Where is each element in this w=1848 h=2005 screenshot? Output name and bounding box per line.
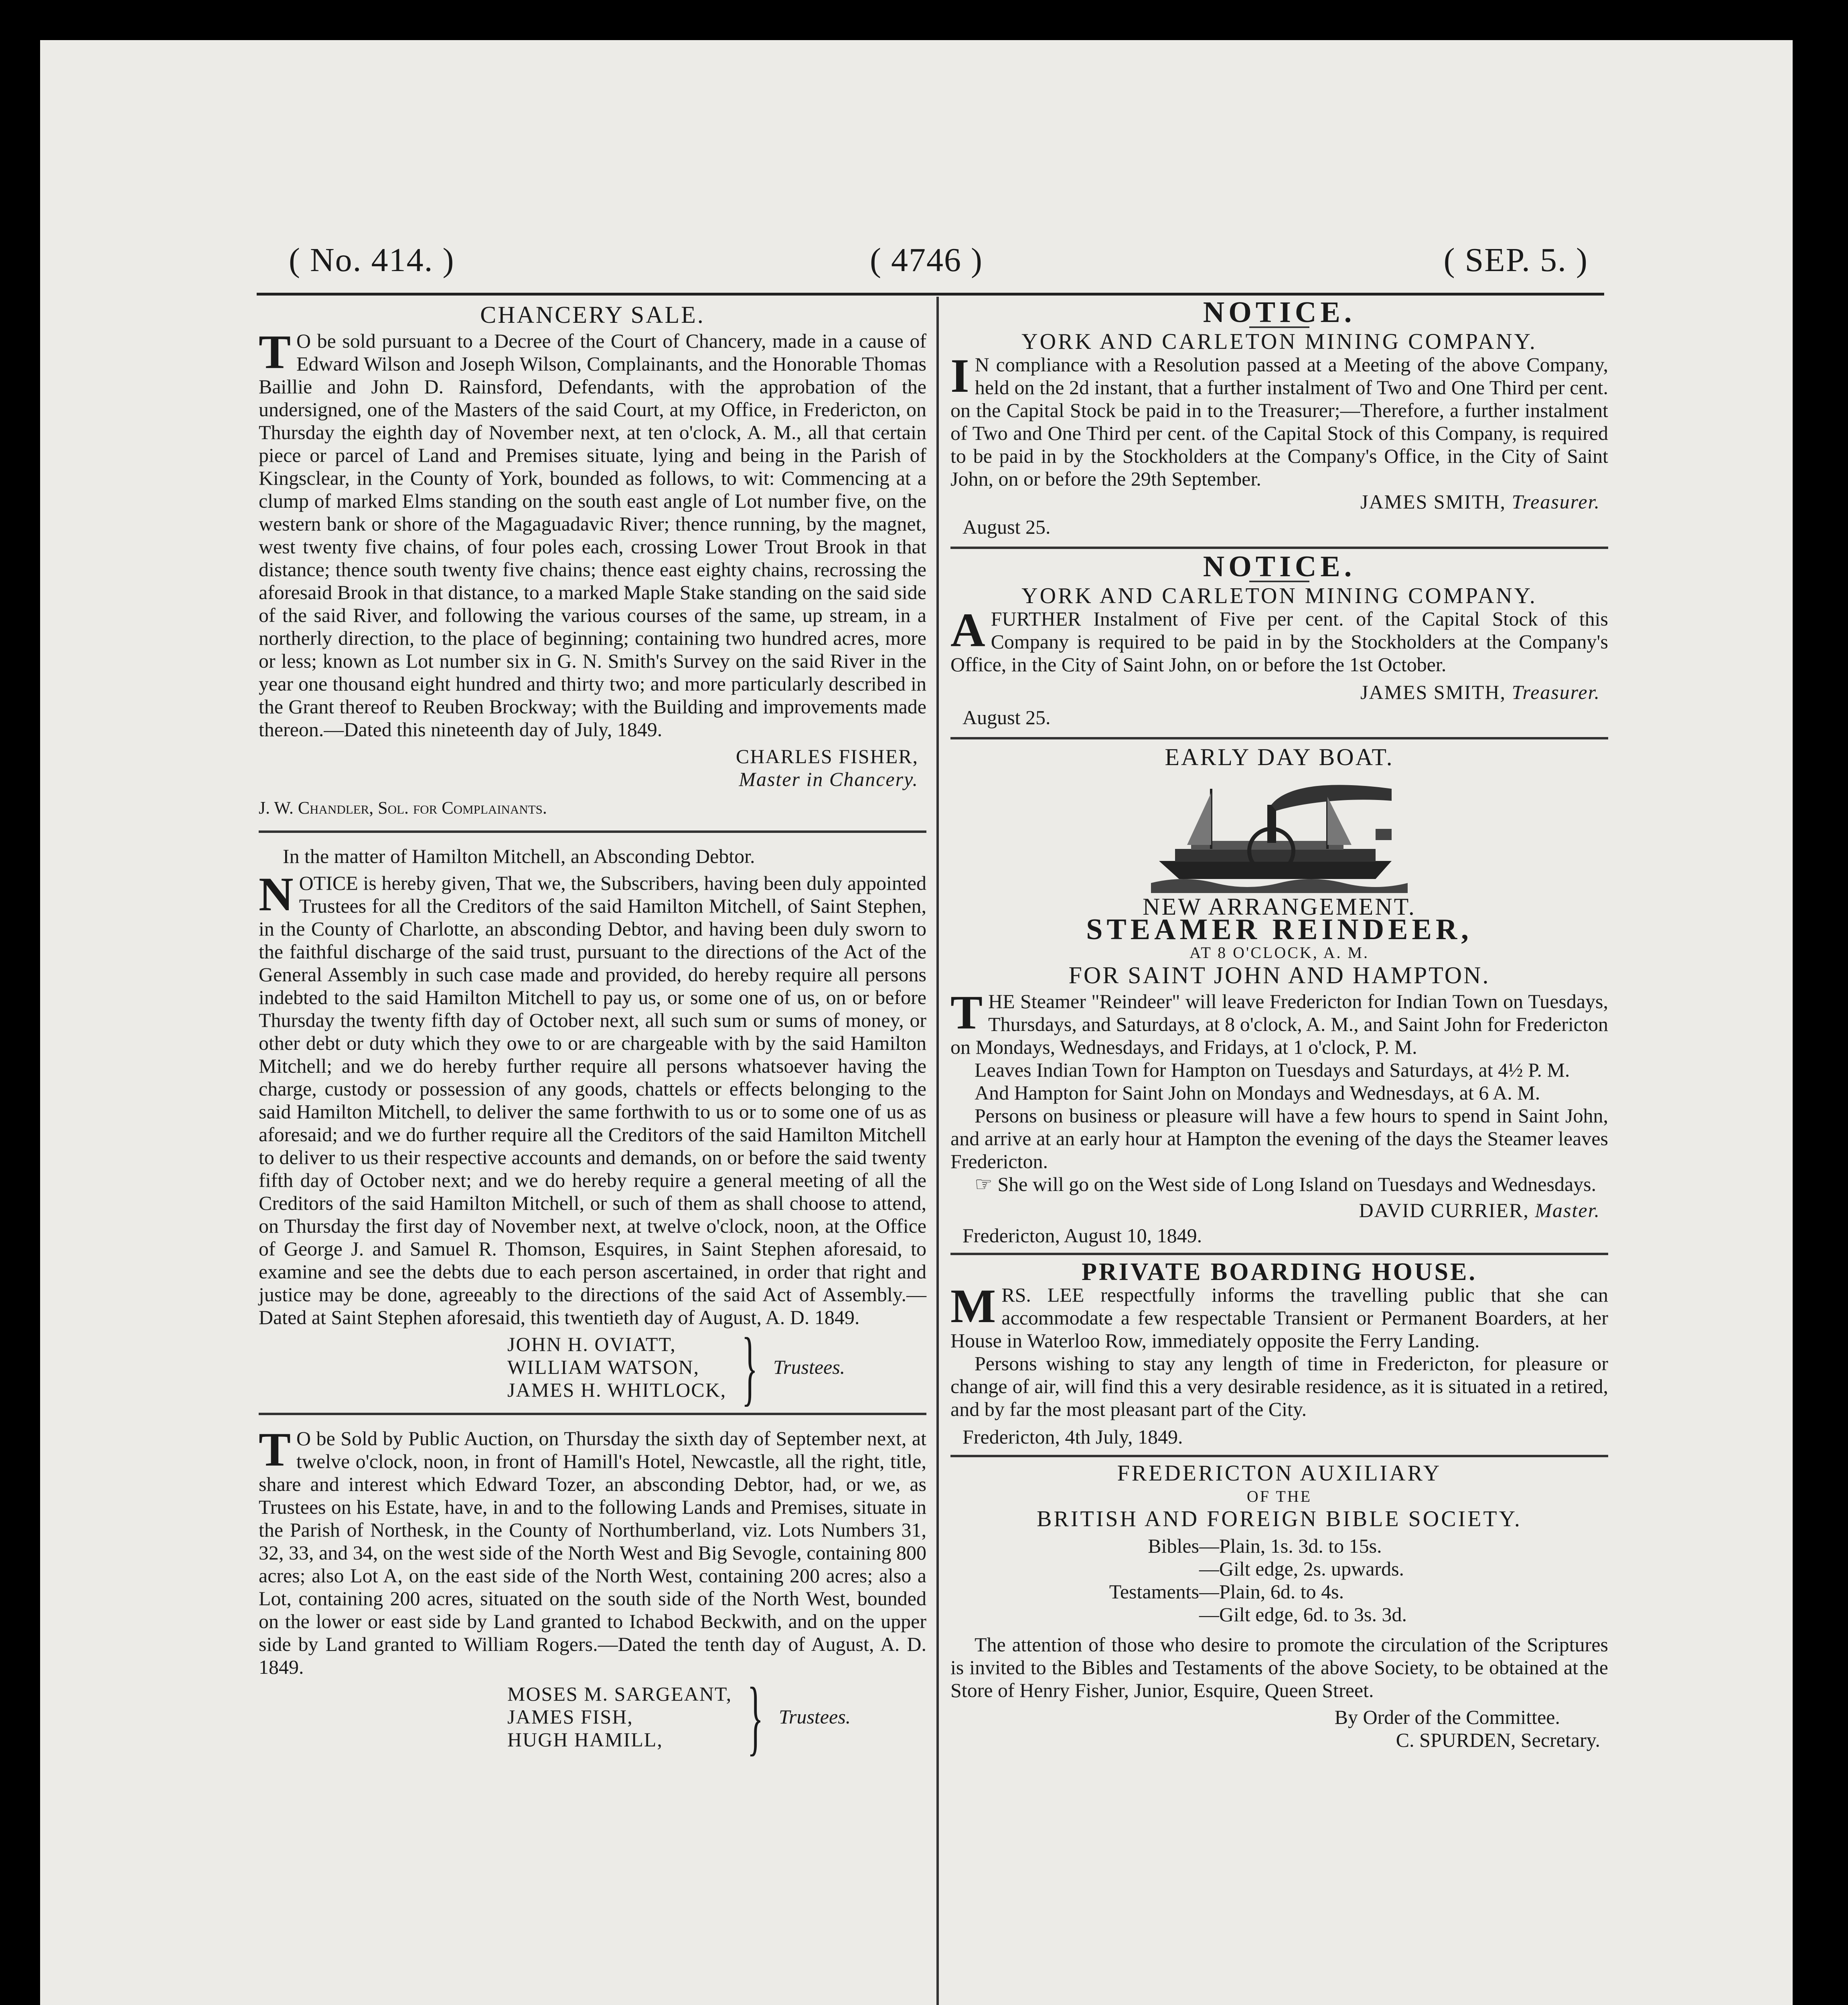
steamer-p1: THE Steamer "Reindeer" will leave Fredericton for Indian Town on Tuesdays, Thursdays, and Saturdays, at 8 o'clock, A. M., and Saint John for Fredericton on Mondays, Wednesdays, and Fridays, at 1 o'clock, P. M. (950, 986, 1608, 1058)
chancery-title: CHANCERY SALE. (480, 302, 705, 328)
drop-cap: N (259, 867, 294, 921)
chancery-solicitor: J. W. Chandler, Sol. for Complainants. (259, 798, 547, 818)
company-name: YORK AND CARLETON MINING COMPANY. (1021, 583, 1537, 608)
notice-date: August 25. (962, 516, 1051, 538)
brace-glyph: } (747, 1670, 764, 1764)
auction-notice (259, 1423, 926, 1764)
bible-society-name: BRITISH AND FOREIGN BIBLE SOCIETY. (1037, 1507, 1522, 1531)
notice-title: NOTICE. (1203, 550, 1356, 583)
page-header (249, 241, 1604, 289)
boarding-date: Fredericton, 4th July, 1849. (962, 1426, 1183, 1448)
issue-date: ( SEP. 5. ) (1443, 241, 1588, 279)
notice-title: NOTICE. (1203, 296, 1356, 329)
steamer-kicker: EARLY DAY BOAT. (1165, 744, 1394, 770)
section-rule (259, 1413, 926, 1415)
steamer-time: AT 8 O'CLOCK, A. M. (1189, 944, 1370, 962)
section-rule (259, 830, 926, 833)
drop-cap: A (950, 603, 985, 656)
auction-trustees (507, 1670, 926, 1764)
notice-date: August 25. (962, 706, 1051, 729)
price-row: Testaments— Plain, 6d. to 4s. (1109, 1580, 1344, 1603)
trustee-name: JAMES H. WHITLOCK, (507, 1379, 727, 1401)
header-rule (257, 293, 1604, 296)
auction-body: T O be Sold by Public Auction, on Thursday the sixth day of September next, at twelve o'clock, noon, in front of Hamill's Hotel, Newcastle, all the right, title, share and interest which Edward Tozer, an absconding Debtor, had, or we, as Trustees on his Estate, have, in and to the following Lands and Premises, situate in the Parish of Northesk, in the County of Northumberland, viz. Lots Numbers 31, 32, 33, and 34, on the west side of the North West and Big Sevogle, containing 800 acres; also Lot A, on the east side of the North West, containing 200 acres; also a Lot, containing 200 acres, situated on the south side of the North West, bounded on the lower or east side by Land granted to Ichabod Beckwith, and on the upper side by Land granted to William Rogers.—Dated the tenth day of August, A. D. 1849. (259, 1423, 926, 1678)
bible-body: The attention of those who desire to promote the circulation of the Scriptures is invited to the Bibles and Testaments of the above Society, to be obtained at the Store of Henry Fisher, Junior, Esquire, Queen Street. (950, 1633, 1608, 1701)
drop-cap: I (950, 349, 969, 402)
right-column (950, 296, 1608, 1752)
mitchell-body: NOTICE is hereby given, That we, the Subscribers, having been duly appointed Trustees for all the Creditors of the said Hamilton Mitchell, of Saint Stephen, in the County of Charlotte, an absconding Debtor, and having been duly sworn to the faithful discharge of the said trust, pursuant to the directions of the Act of the General Assembly in such case made and provided, do hereby require all persons indebted to the said Hamilton Mitchell to pay us, or some one of us, on or before Thursday the twenty fifth day of October next, all such sum or sums of money, or other debt or duty which they owe to or are chargeable with by the said Hamilton Mitchell; and we do hereby further require all persons whatsoever having the charge, custody or possession of any goods, chattels or effects belonging to the said Hamilton Mitchell, to deliver the same forthwith to us or to some one of us as aforesaid; and we do further require all the Creditors of the said Hamilton Mitchell to deliver to us their respective accounts and demands, on or before the said twenty fifth day of October next; and we do hereby require a general meeting of all the Creditors of the said Hamilton Mitchell, or such of them as shall choose to attend, on Thursday the first day of November next, at twelve o'clock, noon, at the Office of George J. and Samuel R. Thomson, Esquires, in Saint Stephen aforesaid, to examine and see the debts due to each person ascertained, in order that right and justice may be done, agreeably to the directions of the said Act of Assembly.—Dated at Saint Stephen aforesaid, this twentieth day of August, A. D. 1849. (259, 867, 926, 1329)
mitchell-trustees (507, 1320, 926, 1414)
steamboat-woodcut-icon (1151, 773, 1408, 893)
brace-glyph: } (742, 1320, 758, 1414)
newspaper-page (40, 40, 1793, 2005)
steamer-route: FOR SAINT JOHN AND HAMPTON. (1068, 962, 1490, 988)
steamer-p5: ☞ She will go on the West side of Long Island on Tuesdays and Wednesdays. (975, 1173, 1597, 1195)
trustee-name: WILLIAM WATSON, (507, 1356, 700, 1378)
steamer-advertisement (950, 746, 1608, 1247)
steamer-signer: DAVID CURRIER, Master. (1359, 1199, 1600, 1221)
page-number: ( 4746 ) (870, 241, 983, 279)
price-row: Bibles— Plain, 1s. 3d. to 15s. (1148, 1535, 1382, 1557)
issue-number: ( No. 414. ) (289, 241, 455, 279)
steamer-name: STEAMER REINDEER, (1086, 913, 1473, 946)
steamer-p2: Leaves Indian Town for Hampton on Tuesdays and Saturdays, at 4½ P. M. (975, 1059, 1570, 1081)
drop-cap: T (950, 986, 983, 1039)
price-list (1083, 1535, 1608, 1626)
drop-cap: T (259, 325, 291, 379)
bible-title: FREDERICTON AUXILIARY (1117, 1461, 1442, 1486)
trustee-name: JAMES FISH, (507, 1705, 633, 1728)
notice-signer: JAMES SMITH, Treasurer. (1360, 681, 1600, 703)
company-name: YORK AND CARLETON MINING COMPANY. (1021, 329, 1537, 354)
steamer-p3: And Hampton for Saint John on Mondays and Wednesdays, at 6 A. M. (975, 1081, 1540, 1104)
section-rule (950, 737, 1608, 739)
trustee-name: MOSES M. SARGEANT, (507, 1683, 732, 1705)
notice-signer: JAMES SMITH, Treasurer. (1360, 490, 1600, 513)
mitchell-intro: In the matter of Hamilton Mitchell, an Absconding Debtor. (283, 845, 755, 867)
section-rule (950, 1253, 1608, 1255)
mining-notice-1 (950, 296, 1608, 539)
chancery-signer-title: Master in Chancery. (739, 768, 918, 790)
column-divider (936, 297, 939, 2005)
steamer-arrangement: NEW ARRANGEMENT. (1143, 893, 1416, 920)
boarding-house-advertisement (950, 1258, 1608, 1448)
left-column (259, 299, 926, 1764)
notice-body: AFURTHER Instalment of Five per cent. of the Capital Stock of this Company is required to be paid in by the Stockholders at the Company's Office, in the City of Saint John, on or before the 1st October. (950, 603, 1608, 676)
drop-cap: T (259, 1423, 291, 1476)
trustees-label: Trustees. (778, 1705, 851, 1728)
trustee-name: JOHN H. OVIATT, (507, 1333, 676, 1355)
trustee-name: HUGH HAMILL, (507, 1728, 663, 1751)
price-row: — Gilt edge, 6d. to 3s. 3d. (1199, 1603, 1407, 1626)
chancery-sale-notice (259, 304, 926, 819)
bible-of-the: OF THE (1246, 1487, 1312, 1505)
section-rule (950, 1455, 1608, 1457)
bible-order: By Order of the Committee. (1334, 1706, 1560, 1728)
boarding-title: PRIVATE BOARDING HOUSE. (1081, 1258, 1477, 1286)
price-row: — Gilt edge, 2s. upwards. (1199, 1557, 1404, 1580)
bible-society-notice (950, 1462, 1608, 1752)
mining-notice-2 (950, 550, 1608, 729)
trustees-label: Trustees. (773, 1356, 845, 1378)
notice-body: I N compliance with a Resolution passed at a Meeting of the above Company, held on the 2d instant, that a further instalment of Two and One Third per cent. on the Capital Stock be paid in to the Treasurer;—Therefore, a further instalment of Two and One Third per cent. of the Capital Stock of this Company, is required to be paid in by the Stockholders at the Company's Office, in the City of Saint John, on or before the 29th September. (950, 349, 1608, 490)
boarding-p1: MRS. LEE respectfully informs the travelling public that she can accommodate a few respectable Transient or Permanent Boarders, at her House in Waterloo Row, immediately opposite the Ferry Landing. (950, 1279, 1608, 1352)
chancery-signer: CHARLES FISHER, (736, 745, 918, 768)
steamer-p4: Persons on business or pleasure will have a few hours to spend in Saint John, and arrive at an early hour at Hampton the evening of the days the Steamer leaves Fredericton. (950, 1104, 1608, 1173)
drop-cap: M (950, 1279, 996, 1333)
steamer-date: Fredericton, August 10, 1849. (962, 1224, 1202, 1247)
mitchell-debtor-notice (259, 845, 926, 1414)
chancery-body: T O be sold pursuant to a Decree of the Court of Chancery, made in a cause of Edward Wilson and Joseph Wilson, Complainants, and the Honorable Thomas Baillie and John D. Rainsford, Defendants, with the approbation of the undersigned, one of the Masters of the said Court, at my Office, in Fredericton, on Thursday the eighth day of November next, at ten o'clock, A. M., all that certain piece or parcel of Land and Premises situate, lying and being in the Parish of Kingsclear, in the County of York, bounded as follows, to wit: Commencing at a clump of marked Elms standing on the south east angle of Lot number five, on the western bank or shore of the Magaguadavic River; thence running, by the magnet, west twenty five chains, of four poles each, crossing Lower Trout Brook in that distance; thence south twenty five chains; thence east eighty chains, recrossing the aforesaid Brook in that distance, to a marked Maple Stake standing on the said side of the said River, and following the various courses of the same, up stream, in a northerly direction, to the place of beginning; containing two hundred acres, more or less; known as Lot number six in G. N. Smith's Survey on the said River in the year one thousand eight hundred and thirty two; and more particularly described in the Grant thereof to Reuben Brockway; with the Building and improvements made thereon.—Dated this nineteenth day of July, 1849. (259, 325, 926, 741)
section-rule (950, 547, 1608, 549)
bible-secretary: C. SPURDEN, Secretary. (1396, 1729, 1600, 1751)
boarding-p2: Persons wishing to stay any length of time in Fredericton, for pleasure or change of air, will find this a very desirable residence, as it is situated in a retired, and by far the most pleasant part of the City. (950, 1352, 1608, 1420)
